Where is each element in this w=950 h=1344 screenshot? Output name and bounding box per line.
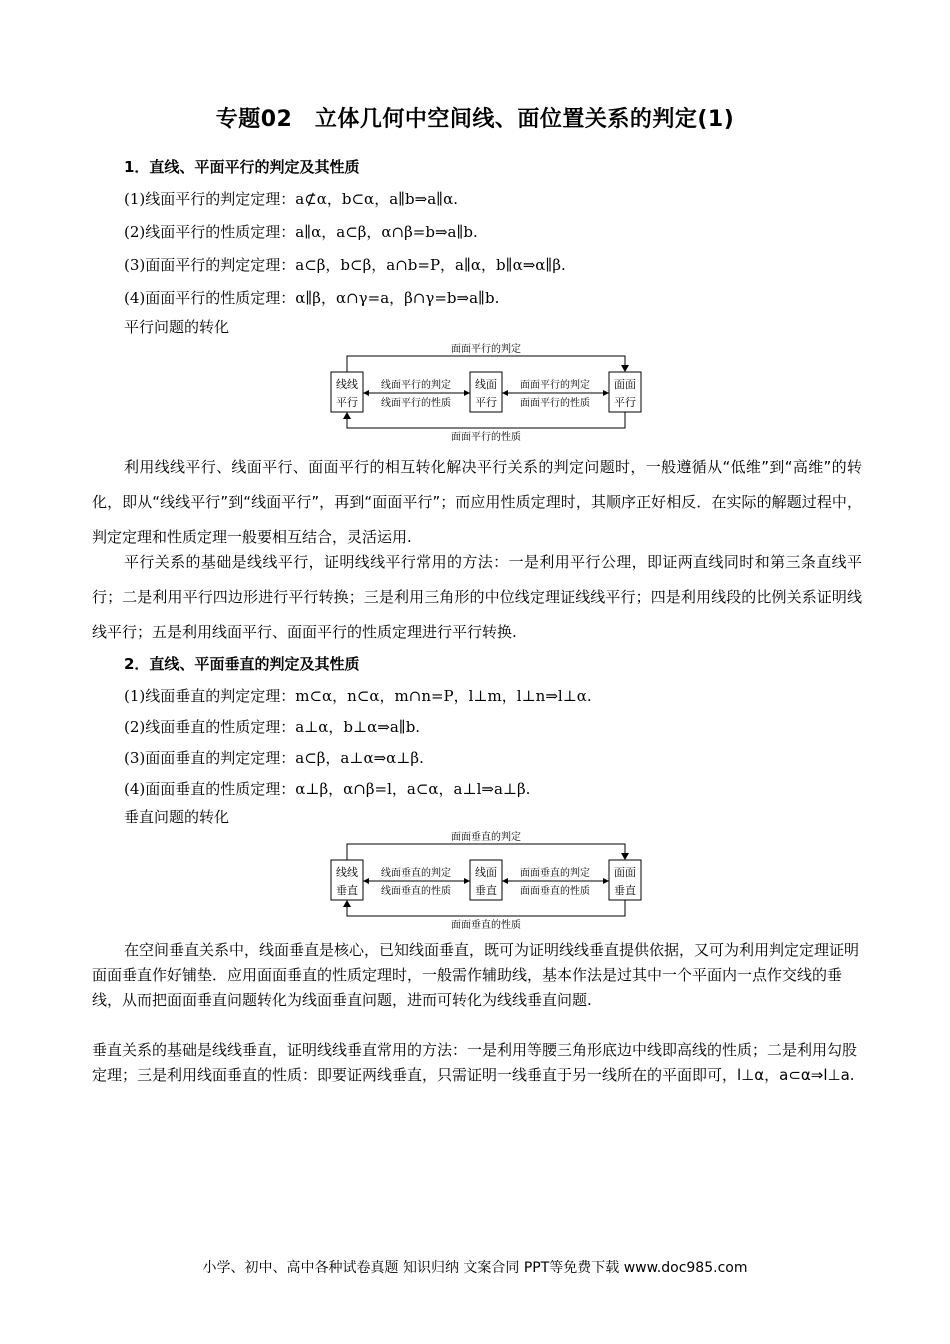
diagram1-box3-line2: 平行: [614, 396, 636, 409]
section2-item-3: (3)面面垂直的判定定理：a⊂β，a⊥α⇒α⊥β.: [124, 749, 424, 767]
diagram2-box3-line1: 面面: [614, 866, 636, 879]
section1-item-2: (2)线面平行的性质定理：a∥α，a⊂β，α∩β=b⇒a∥b.: [124, 223, 478, 241]
section1-diagram-label: 平行问题的转化: [124, 318, 230, 336]
diagram2-bottom-label: 面面垂直的性质: [451, 920, 521, 931]
page-footer: 小学、初中、高中各种试卷真题 知识归纳 文案合同 PPT等免费下载 www.doc985.com: [202, 1260, 748, 1276]
diagram2-arrow1-bottom: 线面垂直的性质: [381, 886, 451, 897]
section1-item-1: (1)线面平行的判定定理：a⊄α，b⊂α，a∥b⇒a∥α.: [124, 190, 459, 208]
diagram2-box2-line1: 线面: [475, 866, 497, 879]
diagram2-top-label: 面面垂直的判定: [451, 832, 521, 843]
section2-paragraph-1: 在空间垂直关系中，线面垂直是核心，已知线面垂直，既可为证明线线垂直提供依据，又可为利用判定定理证明面面垂直作好铺垫．应用面面垂直的性质定理时，一般需作辅助线，基本作法是过其中一个平面内一点作交线的垂线，从而把面面垂直问题转化为线面垂直问题，进而可转化为线线垂直问题.: [92, 941, 860, 1009]
section1-heading: 1．直线、平面平行的判定及其性质: [124, 158, 360, 176]
section2-diagram-label: 垂直问题的转化: [124, 808, 230, 826]
diagram1-bottom-label: 面面平行的性质: [451, 432, 521, 443]
diagram1-box1-line1: 线线: [336, 378, 358, 391]
diagram1-arrow1-bottom: 线面平行的性质: [381, 398, 451, 409]
diagram1-arrow1-top: 线面平行的判定: [381, 380, 451, 391]
diagram1-arrow2-top: 面面平行的判定: [520, 380, 590, 391]
diagram2-arrow2-bottom: 面面垂直的性质: [520, 886, 590, 897]
diagram2-arrow1-top: 线面垂直的判定: [381, 868, 451, 879]
diagram1-box2-line2: 平行: [475, 396, 497, 409]
diagram1-box2-line1: 线面: [475, 378, 497, 391]
diagram2-box1-line2: 垂直: [336, 884, 358, 897]
section1-paragraph-2: 平行关系的基础是线线平行，证明线线平行常用的方法：一是利用平行公理，即证两直线同时和第三条直线平行；二是利用平行四边形进行平行转换；三是利用三角形的中位线定理证线线平行；四是利用线段的比例关系证明线线平行；五是利用线面平行、面面平行的性质定理进行平行转换.: [92, 553, 862, 641]
perpendicular-conversion-diagram: [325, 828, 645, 934]
section1-paragraph-1: 利用线线平行、线面平行、面面平行的相互转化解决平行关系的判定问题时，一般遵循从“低维”到“高维”的转化，即从“线线平行”到“线面平行”，再到“面面平行”；而应用性质定理时，其顺序正好相反．在实际的解题过程中，判定定理和性质定理一般要相互结合，灵活运用.: [92, 458, 862, 546]
section2-paragraph-2: 垂直关系的基础是线线垂直，证明线线垂直常用的方法：一是利用等腰三角形底边中线即高线的性质；二是利用勾股定理；三是利用线面垂直的性质：即要证两线垂直，只需证明一线垂直于另一线所在的平面即可，l⊥α，a⊂α⇒l⊥a.: [92, 1041, 858, 1084]
parallel-conversion-diagram: [325, 340, 645, 446]
diagram2-box3-line2: 垂直: [614, 884, 636, 897]
diagram2-arrow2-top: 面面垂直的判定: [520, 868, 590, 879]
section2-item-1: (1)线面垂直的判定定理：m⊂α，n⊂α，m∩n=P，l⊥m，l⊥n⇒l⊥α.: [124, 687, 592, 705]
section1-item-4: (4)面面平行的性质定理：α∥β，α∩γ=a，β∩γ=b⇒a∥b.: [124, 289, 500, 307]
section2-item-4: (4)面面垂直的性质定理：α⊥β，α∩β=l，a⊂α，a⊥l⇒a⊥β.: [124, 780, 531, 798]
section1-item-3: (3)面面平行的判定定理：a⊂β，b⊂β，a∩b=P，a∥α，b∥α⇒α∥β.: [124, 256, 566, 274]
diagram2-box1-line1: 线线: [336, 866, 358, 879]
diagram1-top-label: 面面平行的判定: [451, 344, 521, 355]
page-title: 专题02 立体几何中空间线、面位置关系的判定(1): [215, 107, 735, 132]
diagram1-box1-line2: 平行: [336, 396, 358, 409]
section2-heading: 2．直线、平面垂直的判定及其性质: [124, 655, 360, 673]
diagram2-box2-line2: 垂直: [475, 884, 497, 897]
diagram1-arrow2-bottom: 面面平行的性质: [520, 398, 590, 409]
diagram1-box3-line1: 面面: [614, 378, 636, 391]
section2-item-2: (2)线面垂直的性质定理：a⊥α，b⊥α⇒a∥b.: [124, 718, 421, 736]
